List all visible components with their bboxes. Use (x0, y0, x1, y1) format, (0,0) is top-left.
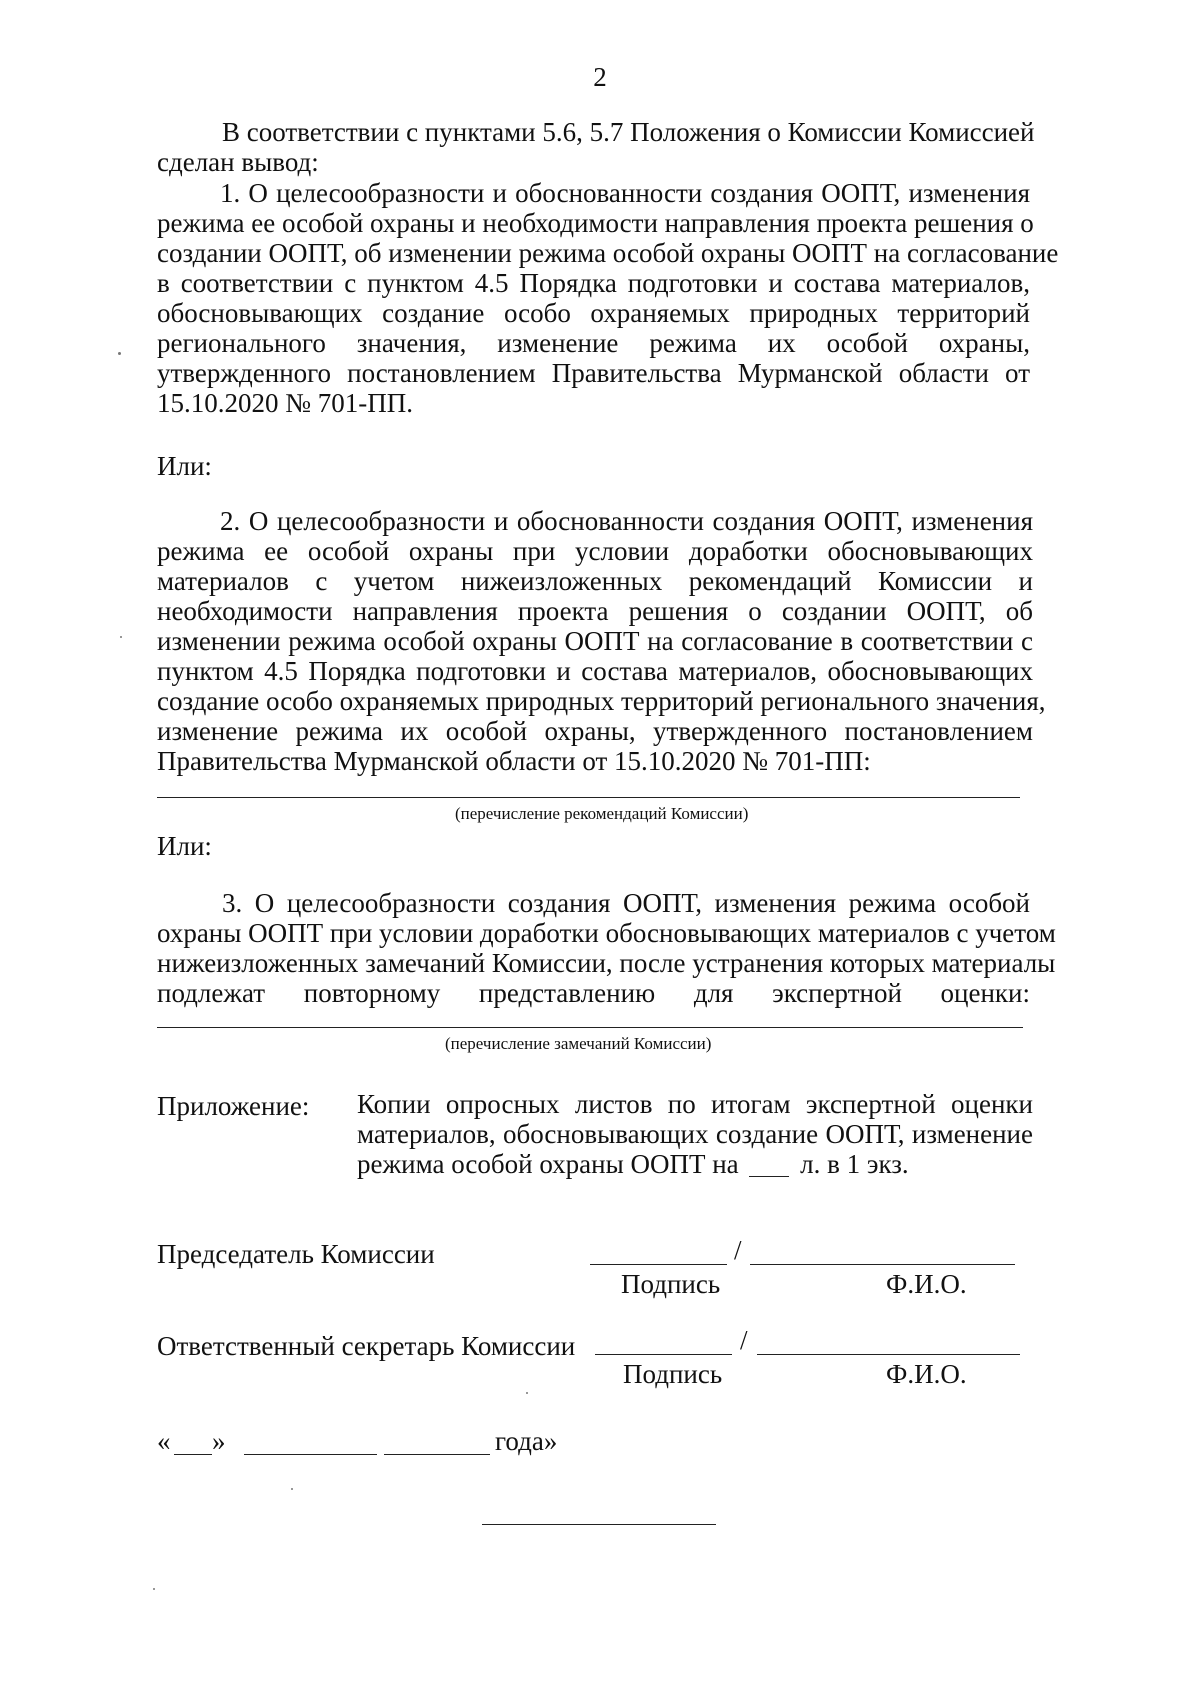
secretary-slash: / (740, 1325, 748, 1355)
attachment-line-3 (357, 1148, 909, 1180)
option1-line: 1. О целесообразности и обоснованности создания ООПТ, изменения (220, 178, 1030, 208)
option2-line: материалов с учетом нижеизложенных рекомендаций Комиссии и (157, 566, 1033, 596)
option2-line: создание особо охраняемых природных территорий регионального значения, (157, 686, 1046, 716)
secretary-name-line (757, 1354, 1020, 1355)
option1-line: обосновывающих создание особо охраняемых природных территорий (157, 298, 1030, 328)
scan-speck (120, 636, 122, 638)
attachment-line-2: материалов, обосновывающих создание ООПТ, изменение (357, 1119, 1033, 1149)
recommendations-caption: (перечисление рекомендаций Комиссии) (455, 804, 749, 823)
secretary-signature-label: Подпись (623, 1359, 723, 1389)
or-label-1: Или: (157, 451, 212, 481)
option2-line: изменении режима особой охраны ООПТ на согласование в соответствии с (157, 626, 1033, 656)
date-year-blank (384, 1454, 490, 1455)
page-number: 2 (593, 62, 607, 92)
closing-separator-line (482, 1524, 716, 1525)
option2-last-line: Правительства Мурманской области от 15.10.2020 № 701-ПП: (157, 746, 871, 776)
chairman-signature-label: Подпись (621, 1269, 721, 1299)
sheet-count-blank (749, 1176, 789, 1177)
chairman-signature-line (590, 1264, 727, 1265)
secretary-name-label: Ф.И.О. (886, 1359, 967, 1389)
scan-speck (526, 1392, 528, 1394)
option1-line: утвержденного постановлением Правительства Мурманской области от (157, 358, 1030, 388)
option2-line: изменение режима их особой охраны, утвержденного постановлением (157, 716, 1033, 746)
intro-line-2: сделан вывод: (157, 147, 319, 177)
option3-line: подлежат повторному представлению для экспертной оценки: (157, 978, 1030, 1008)
chairman-slash: / (734, 1235, 742, 1265)
intro-line-1: В соответствии с пунктами 5.6, 5.7 Положения о Комиссии Комиссией (222, 117, 1035, 147)
attachment-line-1: Копии опросных листов по итогам экспертной оценки (357, 1089, 1033, 1119)
option1-last-line: 15.10.2020 № 701-ПП. (157, 388, 413, 418)
option3-line: нижеизложенных замечаний Комиссии, после устранения которых материалы (157, 948, 1056, 978)
chairman-name-label: Ф.И.О. (886, 1269, 967, 1299)
scan-speck (118, 352, 121, 355)
chairman-role: Председатель Комиссии (157, 1239, 435, 1269)
remarks-caption: (перечисление замечаний Комиссии) (445, 1034, 712, 1053)
date-open-quote: « (157, 1426, 171, 1456)
recommendations-fill-line (157, 797, 1020, 798)
option1-line: в соответствии с пунктом 4.5 Порядка подготовки и состава материалов, (157, 268, 1030, 298)
date-year-word: года» (495, 1426, 558, 1456)
option2-line: режима ее особой охраны при условии доработки обосновывающих (157, 536, 1033, 566)
secretary-role: Ответственный секретарь Комиссии (157, 1331, 576, 1361)
option1-line: регионального значения, изменение режима их особой охраны, (157, 328, 1030, 358)
secretary-signature-line (595, 1354, 732, 1355)
option2-line: необходимости направления проекта решения о создании ООПТ, об (157, 596, 1033, 626)
attachment-line-3-text: режима особой охраны ООПТ на (357, 1149, 739, 1179)
scan-speck (291, 1488, 293, 1490)
date-month-blank (244, 1454, 377, 1455)
attachment-line-3-suffix: л. в 1 экз. (800, 1149, 909, 1179)
option1-line: создании ООПТ, об изменении режима особой охраны ООПТ на согласование (157, 238, 1059, 268)
option3-line: 3. О целесообразности создания ООПТ, изменения режима особой (222, 888, 1030, 918)
date-close-quote: » (212, 1426, 226, 1456)
attachment-label: Приложение: (157, 1091, 310, 1121)
date-day-blank (174, 1454, 212, 1455)
option2-line: 2. О целесообразности и обоснованности создания ООПТ, изменения (220, 506, 1033, 536)
option1-line: режима ее особой охраны и необходимости направления проекта решения о (157, 208, 1034, 238)
option2-line: пунктом 4.5 Порядка подготовки и состава материалов, обосновывающих (157, 656, 1033, 686)
remarks-fill-line (157, 1027, 1023, 1028)
chairman-name-line (750, 1264, 1015, 1265)
option3-line: охраны ООПТ при условии доработки обосновывающих материалов с учетом (157, 918, 1056, 948)
or-label-2: Или: (157, 831, 212, 861)
scan-speck (153, 1588, 155, 1590)
